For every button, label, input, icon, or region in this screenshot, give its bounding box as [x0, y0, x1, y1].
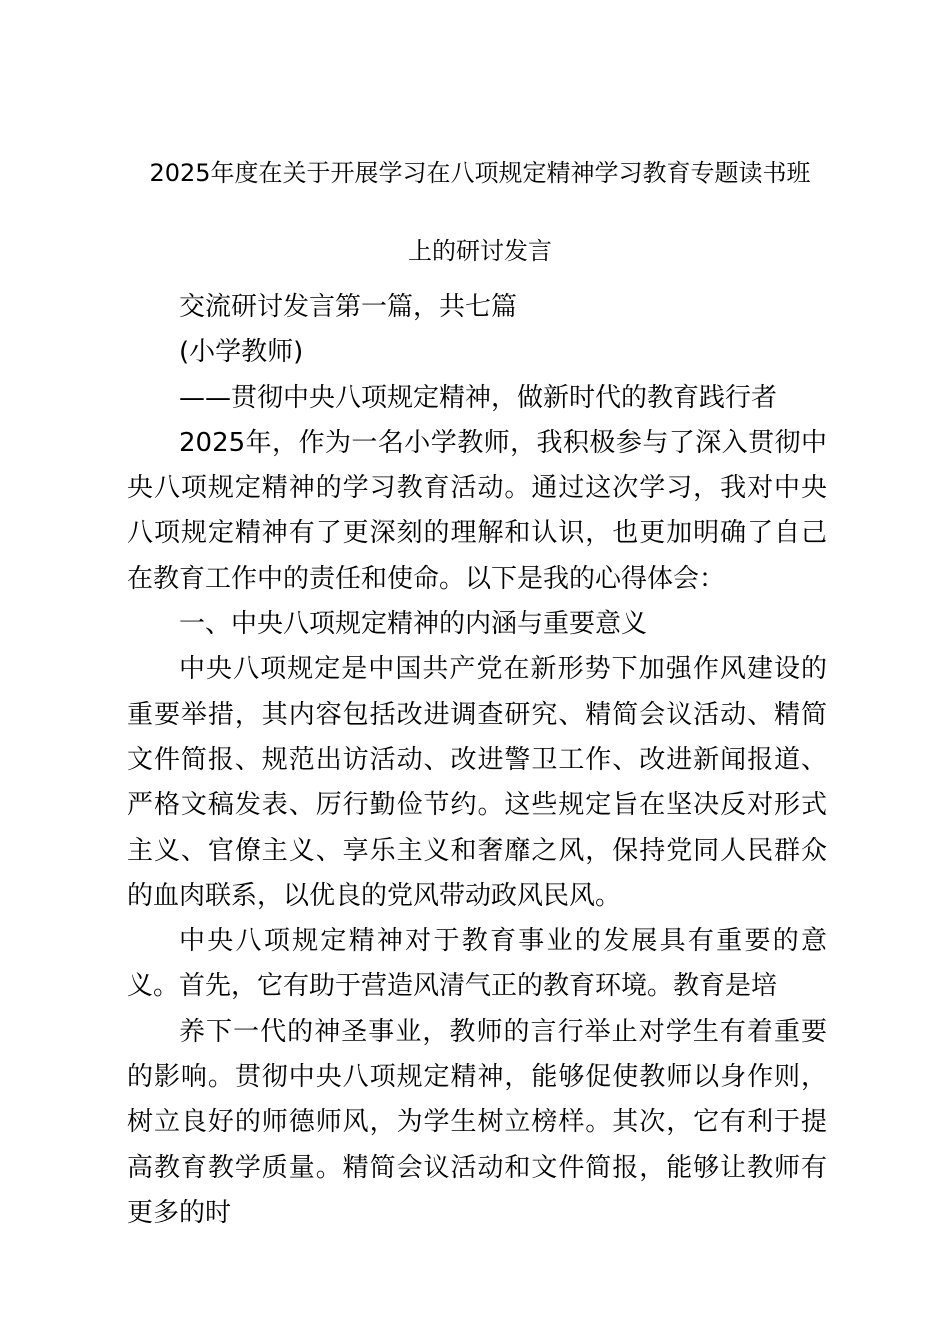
paragraph-author-role: (小学教师): [179, 337, 304, 368]
document-title-line-1: 2025年度在关于开展学习在八项规定精神学习教育专题读书班: [149, 159, 811, 187]
document-body: [127, 285, 827, 1236]
paragraph-section-1-b: 中央八项规定精神对于教育事业的发展具有重要的意义。首先，它有助于营造风清气正的教育环境。教育是培: [127, 926, 827, 1002]
section-heading-1: 一、中央八项规定精神的内涵与重要意义: [179, 609, 648, 640]
paragraph-intro: 2025年，作为一名小学教师，我积极参与了深入贯彻中央八项规定精神的学习教育活动。通过这次学习，我对中央八项规定精神有了更深刻的理解和认识，也更加明确了自己在教育工作中的责任和使命。以下是我的心得体会：: [127, 427, 827, 594]
paragraph-subtitle: ——贯彻中央八项规定精神，做新时代的教育践行者: [179, 382, 778, 413]
document-title-line-2: 上的研讨发言: [408, 237, 552, 265]
paragraph-section-1-c: 养下一代的神圣事业，教师的言行举止对学生有着重要的影响。贯彻中央八项规定精神，能够促使教师以身作则，树立良好的师德师风，为学生树立榜样。其次，它有利于提高教育教学质量。精简会议活动和文件简报，能够让教师有更多的时: [127, 1016, 827, 1228]
paragraph-section-1-a: 中央八项规定是中国共产党在新形势下加强作风建设的重要举措，其内容包括改进调查研究、精简会议活动、精简文件简报、规范出访活动、改进警卫工作、改进新闻报道、严格文稿发表、厉行勤俭节约。这些规定旨在坚决反对形式主义、官僚主义、享乐主义和奢靡之风，保持党同人民群众的血肉联系，以优良的党风带动政风民风。: [127, 654, 827, 911]
paragraph-series-label: 交流研讨发言第一篇，共七篇: [179, 292, 518, 322]
